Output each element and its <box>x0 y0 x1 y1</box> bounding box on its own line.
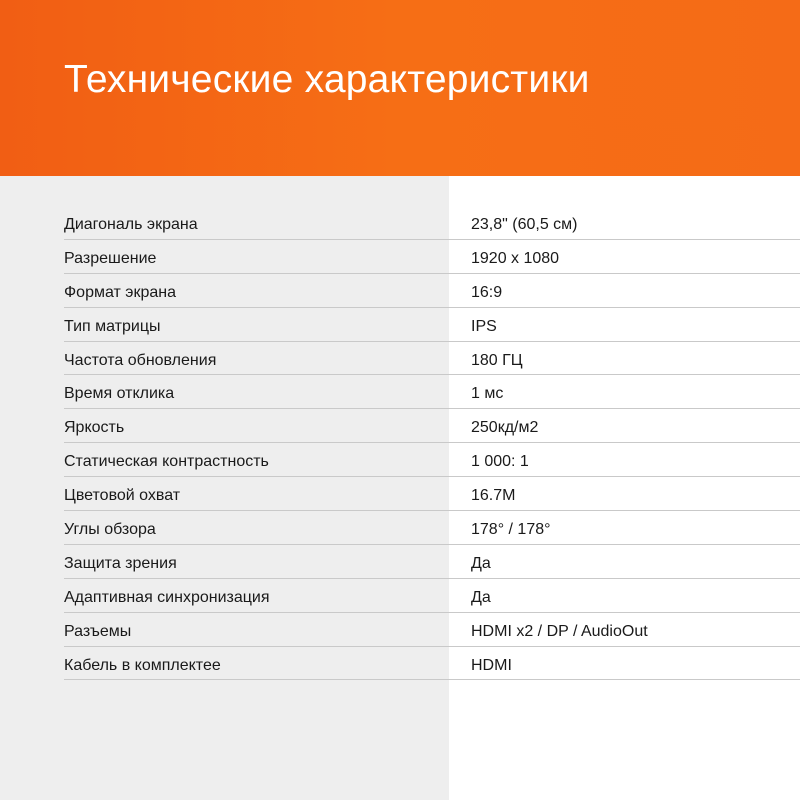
spec-row <box>64 342 800 376</box>
spec-row <box>64 613 800 647</box>
spec-value: HDMI <box>471 656 512 674</box>
spec-value: 178° / 178° <box>471 521 551 539</box>
spec-label: Тип матрицы <box>64 317 161 335</box>
spec-row <box>64 647 800 681</box>
spec-value: 16.7M <box>471 487 516 505</box>
spec-value: 1 мс <box>471 385 504 403</box>
spec-row <box>64 477 800 511</box>
spec-label: Статическая контрастность <box>64 453 269 471</box>
spec-value: 180 ГЦ <box>471 351 523 369</box>
spec-label: Адаптивная синхронизация <box>64 588 270 606</box>
header-banner <box>0 0 800 176</box>
spec-label: Защита зрения <box>64 554 177 572</box>
spec-row <box>64 240 800 274</box>
spec-label: Формат экрана <box>64 283 176 301</box>
spec-value: 23,8" (60,5 см) <box>471 216 578 233</box>
spec-value: 1 000: 1 <box>471 453 529 471</box>
spec-table <box>64 206 800 680</box>
spec-label: Углы обзора <box>64 521 156 539</box>
spec-row <box>64 511 800 545</box>
spec-label: Разрешение <box>64 249 157 267</box>
spec-row <box>64 308 800 342</box>
spec-row <box>64 274 800 308</box>
spec-label: Частота обновления <box>64 351 217 369</box>
spec-row <box>64 545 800 579</box>
spec-value: Да <box>471 554 491 572</box>
spec-label: Время отклика <box>64 385 175 403</box>
spec-row <box>64 579 800 613</box>
spec-label: Кабель в комплектее <box>64 656 221 674</box>
spec-label: Диагональ экрана <box>64 216 198 233</box>
spec-value: 250кд/м2 <box>471 419 539 437</box>
spec-value: Да <box>471 588 491 606</box>
spec-value: 1920 х 1080 <box>471 249 560 267</box>
spec-value: HDMI x2 / DP / AudioOut <box>471 622 648 640</box>
spec-label: Разъемы <box>64 622 132 640</box>
spec-label: Яркость <box>64 419 125 437</box>
spec-row <box>64 375 800 409</box>
spec-row <box>64 206 800 240</box>
spec-value: IPS <box>471 317 497 335</box>
page-title: Технические характеристики <box>64 58 590 101</box>
spec-row <box>64 409 800 443</box>
spec-row <box>64 443 800 477</box>
spec-label: Цветовой охват <box>64 487 181 505</box>
spec-value: 16:9 <box>471 283 503 301</box>
